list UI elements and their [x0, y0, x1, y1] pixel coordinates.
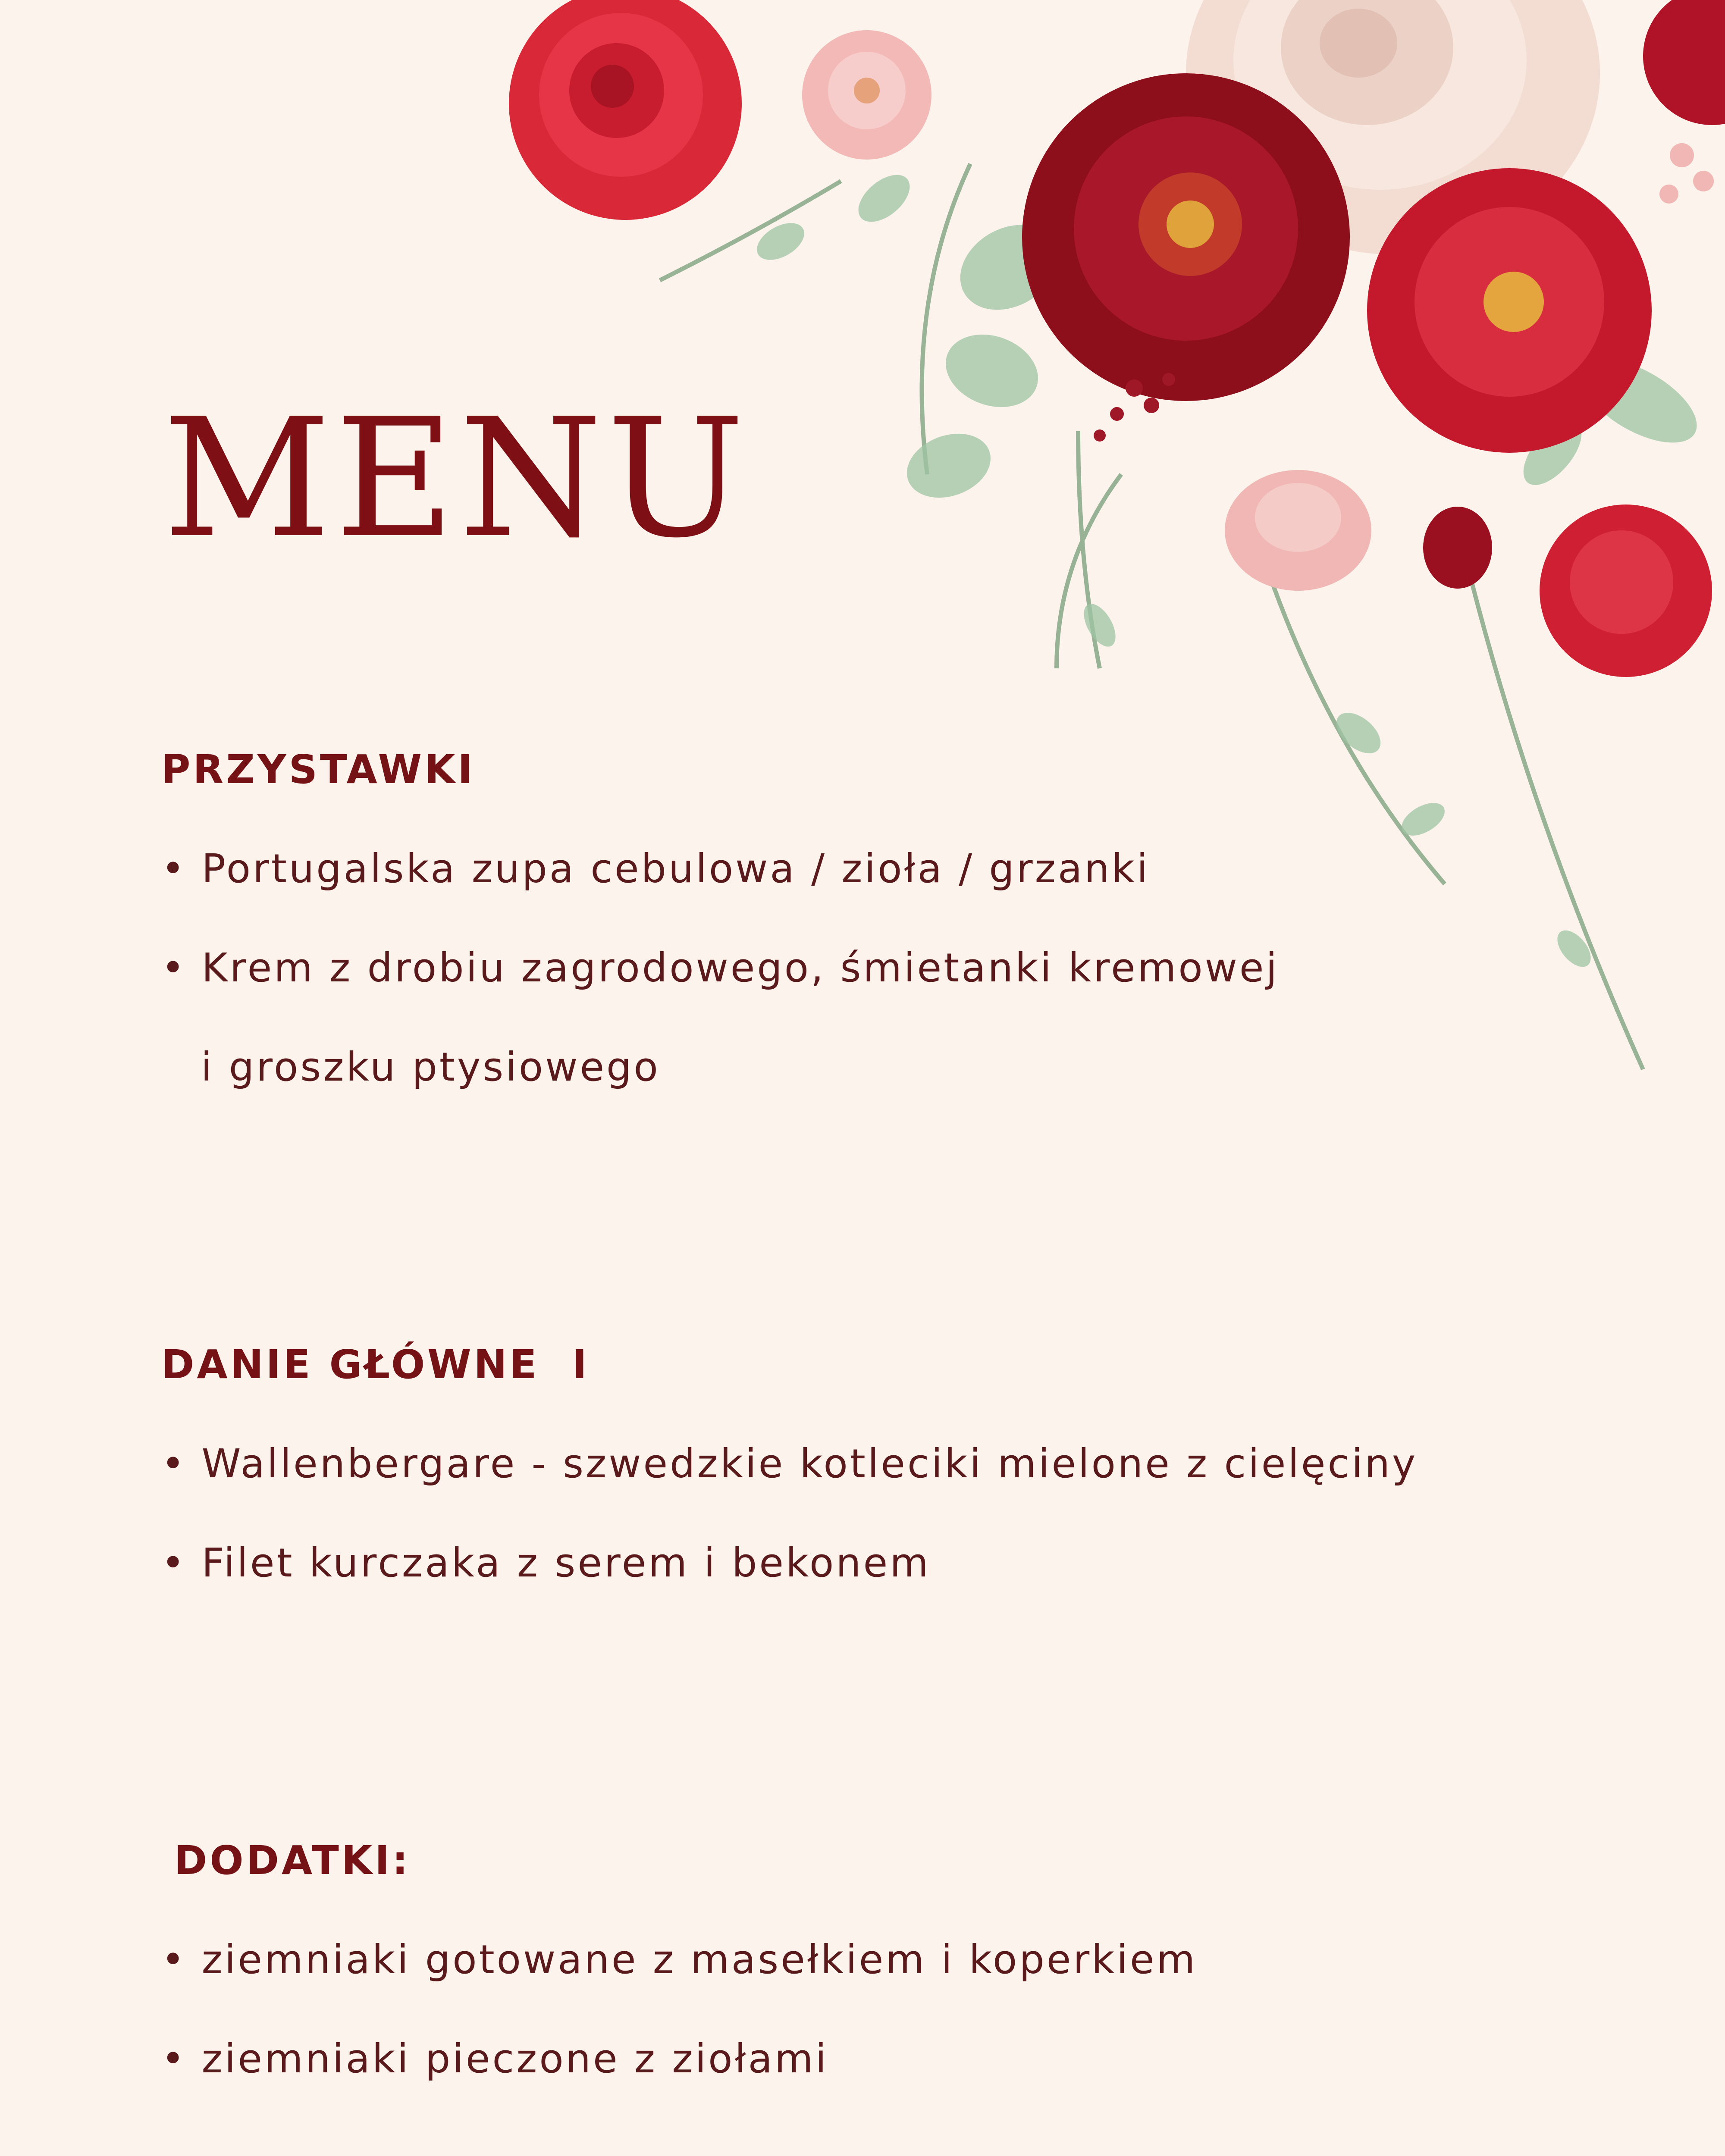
section-heading: DANIE GŁÓWNE I — [161, 1341, 590, 1388]
section-danie-glowne-1 — [161, 1328, 1584, 1626]
menu-item: • ziemniaki gotowane z masełkiem i koperkiem — [161, 1937, 1198, 1983]
section-heading: DODATKI: — [174, 1837, 411, 1883]
section-dodatki — [161, 1824, 1584, 2122]
section-przystawki — [161, 733, 1584, 1130]
menu-item: • Wallenbergare - szwedzkie kotleciki mielone z cielęciny — [161, 1441, 1418, 1487]
menu-item: • ziemniaki pieczone z ziołami — [161, 2036, 829, 2082]
menu-item: • Filet kurczaka z serem i bekonem — [161, 1540, 931, 1586]
menu-item-continuation: i groszku ptysiowego — [201, 1044, 660, 1090]
menu-item: • Krem z drobiu zagrodowego, śmietanki kremowej — [161, 945, 1280, 991]
menu-content — [161, 733, 1584, 2156]
menu-title: MENU — [163, 383, 750, 574]
menu-item: • Portugalska zupa cebulowa / zioła / grzanki — [161, 846, 1150, 892]
section-heading: PRZYSTAWKI — [161, 746, 475, 793]
